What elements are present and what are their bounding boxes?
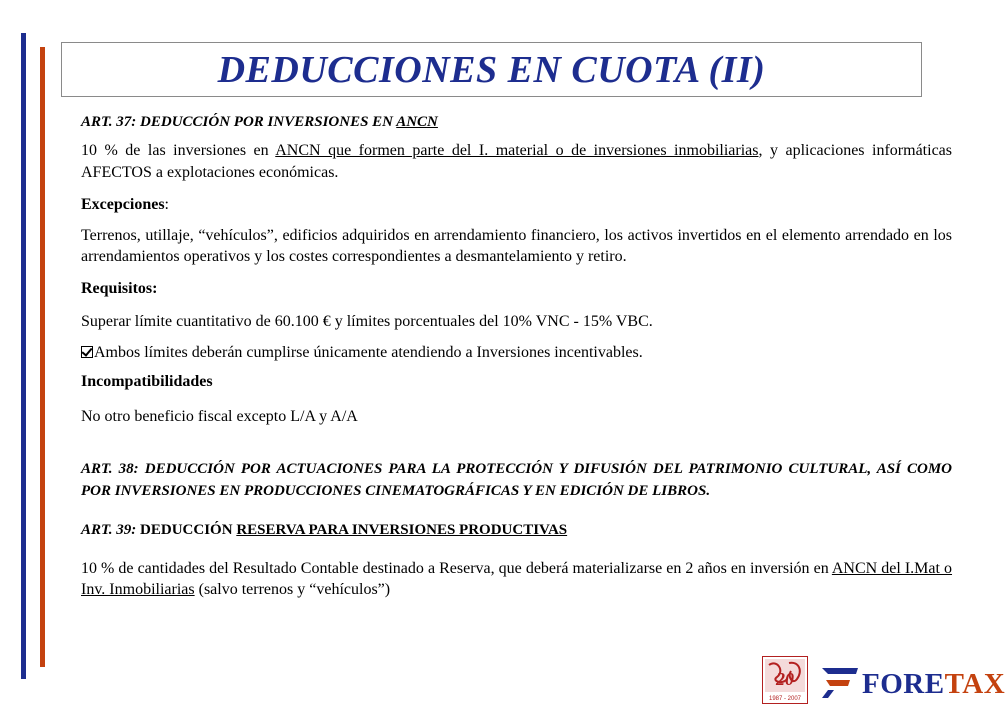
incompatibilidades-label: Incompatibilidades [81,373,213,390]
excepciones-label [81,194,952,215]
excepciones-text: Terrenos, utillaje, “vehículos”, edificios adquiridos en arrendamiento financiero, los activos invertidos en el elemento arrendado en los arrendamientos operativos y los costes correspondientes a desmantelamiento y retiro. [81,227,952,265]
art39-heading [81,520,952,541]
excepciones-colon: : [164,196,169,213]
art39-heading-reserva: RESERVA PARA INVERSIONES PRODUCTIVAS [236,522,568,538]
left-accent-bar-blue [21,33,26,679]
requisito-2-text: Ambos límites deberán cumplirse únicamente atendiendo a Inversiones incentivables. [94,344,643,361]
foretax-f-mark-icon [820,664,860,700]
art39-text-a: 10 % de cantidades del Resultado Contable destinado a Reserva, que deberá materializarse en 2 años en inversión en [81,560,832,577]
art39-heading-mid: DEDUCCIÓN [136,522,237,538]
incompatibilidades-text: No otro beneficio fiscal excepto L/A y A/A [81,408,358,425]
art37-text-b: , y aplicaciones informáticas AFECTOS a explotaciones económicas. [81,142,952,181]
art38-heading: ART. 38: DEDUCCIÓN POR ACTUACIONES PARA LA PROTECCIÓN Y DIFUSIÓN DEL PATRIMONIO CULTURAL, ASÍ COMO POR INVERSIONES EN PRODUCCIONES CINEMATOGRÁFICAS Y EN EDICIÓN DE LIBROS. [81,461,952,499]
requisito-1: Superar límite cuantitativo de 60.100 € y límites porcentuales del 10% VNC - 15% VBC. [81,313,653,330]
title-box [61,42,922,97]
foretax-logo [862,668,1005,701]
requisito-2 [81,342,952,363]
logo-text-fore: FORE [862,668,945,700]
anniversary-seal-logo [762,656,808,704]
art39-text-b: (salvo terrenos y “vehículos”) [194,581,391,598]
left-accent-bar-red [40,47,45,667]
slide-content [81,110,952,600]
art37-heading-ancn: ANCN [396,114,438,130]
art39-heading-prefix: ART. 39: [81,522,137,538]
logo-text-tax: TAX [944,668,1005,700]
seal-number: 20 [776,669,794,689]
art37-text-underlined: ANCN que formen parte del I. material o de inversiones inmobiliarias [275,142,759,159]
checkbox-checked-icon [81,346,93,358]
art37-heading [81,112,952,133]
requisitos-label: Requisitos: [81,280,158,297]
art37-heading-text: ART. 37: DEDUCCIÓN POR INVERSIONES EN [81,114,397,130]
excepciones-label-text: Excepciones [81,196,165,213]
anniversary-seal-icon [763,657,807,703]
art37-text-a: 10 % de las inversiones en [81,142,276,159]
page-title: DEDUCCIONES EN CUOTA (II) [217,48,766,91]
seal-years: 1987 - 2007 [768,696,802,702]
art37-paragraph [81,140,952,184]
art39-paragraph [81,558,952,600]
art39-text-underlined: ANCN del I.Mat o Inv. Inmobiliarias [81,560,953,598]
